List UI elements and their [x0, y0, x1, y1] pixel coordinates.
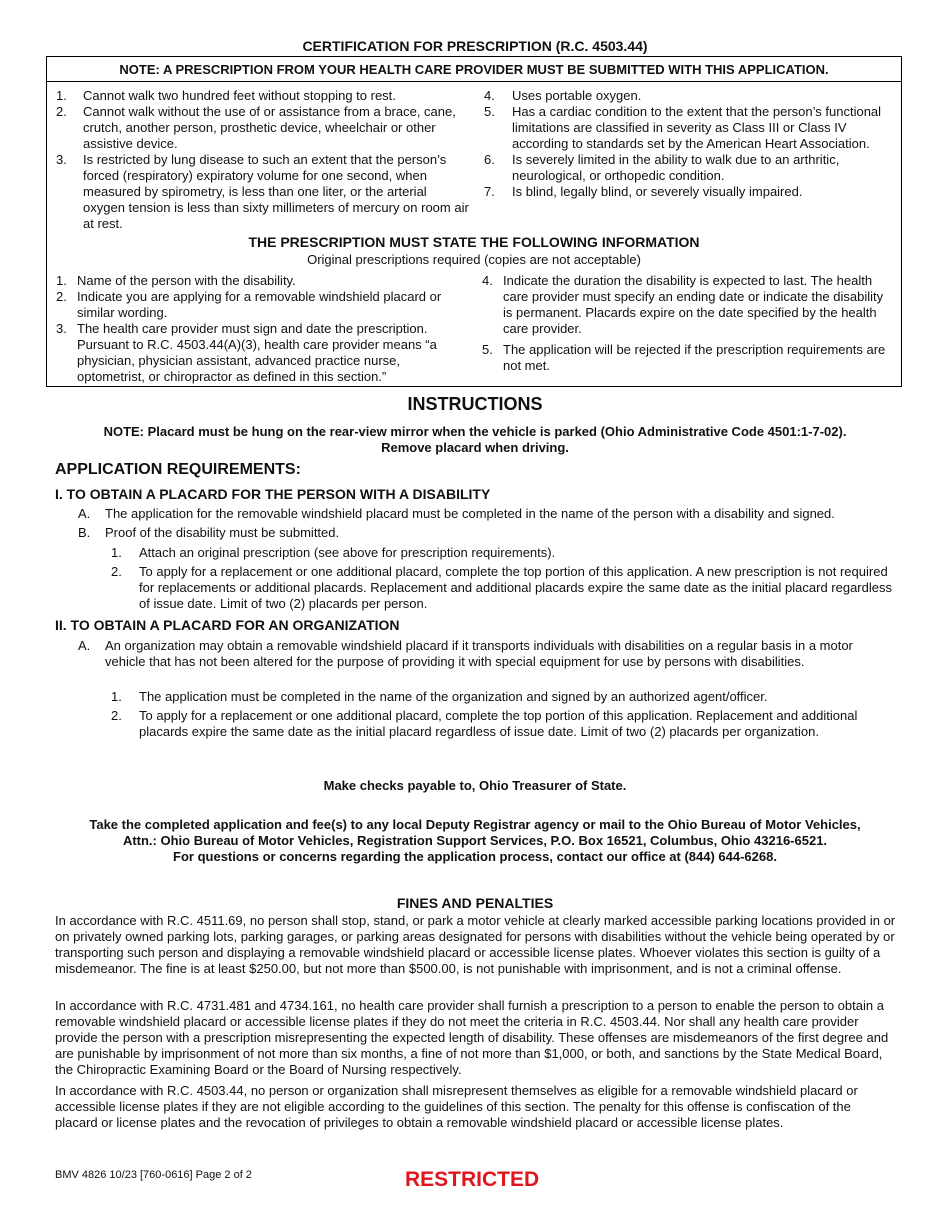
- checks-payable: Make checks payable to, Ohio Treasurer of State.: [323, 778, 627, 793]
- placard-note: [0, 424, 950, 456]
- instructions-title: INSTRUCTIONS: [407, 394, 543, 414]
- rx-text: Indicate the duration the disability is expected to last. The health care provider must specify an ending date or indicate the disability is permanent. Placards expire on the date specified by the health care provider.: [503, 273, 884, 336]
- mail-line-2: Attn.: Ohio Bureau of Motor Vehicles, Registration Support Services, P.O. Box 16521, Columbus, Ohio 43216-6521.: [122, 833, 828, 848]
- section-1-sub2-text: To apply for a replacement or one additional placard, complete the top portion of this application. A new prescription is not required for replacements or additional placards. Replacement and additional placards expire the same date as the initial placard regardless of issue date. Limit of two (2) placards per person.: [139, 564, 892, 611]
- section-1-a-label: A.: [78, 506, 91, 521]
- placard-note-line1: NOTE: Placard must be hung on the rear-view mirror when the vehicle is parked (Ohio Administrative Code 4501:1-7-02).: [103, 424, 847, 439]
- criteria-item: [56, 88, 471, 104]
- section-1-sub1-label: 1.: [111, 545, 122, 560]
- criteria-num: 5.: [484, 104, 495, 119]
- criteria-text: Is restricted by lung disease to such an extent that the person’s forced (respiratory) expiratory volume for one second, when measured by spirometry, is less than one liter, or the arterial oxygen tension is less than sixty millimeters of mercury on room air at rest.: [83, 152, 469, 231]
- section-1-sub1-text: Attach an original prescription (see above for prescription requirements).: [139, 545, 556, 560]
- rx-text: Name of the person with the disability.: [77, 273, 296, 288]
- criteria-text: Uses portable oxygen.: [512, 88, 642, 103]
- rx-num: 3.: [56, 321, 67, 336]
- rx-text: Indicate you are applying for a removable windshield placard or similar wording.: [77, 289, 442, 320]
- fines-paragraph-1: In accordance with R.C. 4511.69, no person shall stop, stand, or park a motor vehicle at clearly marked accessible parking locations provided in or on privately owned parking lots, parking garages, or parking areas designated for persons with disabilities without the vehicle being operated by or transporting such person and displaying a removable windshield placard or accessible license plates. Whoever violates this section is guilty of a misdemeanor. The fine is at least $250.00, but not more than $500.00, is not punishable with imprisonment, and is not a criminal offense.: [55, 913, 896, 976]
- criteria-item: [484, 88, 884, 104]
- fines-paragraph-3: In accordance with R.C. 4503.44, no person or organization shall misrepresent themselves as eligible for a removable windshield placard or accessible license plates if they are not eligible according to the guidelines of this section. The penalty for this offense is confiscation of the placard or license plates and the revocation of privileges to obtain a removable windshield placard or accessible license plates.: [55, 1083, 858, 1130]
- section-2-a-label: A.: [78, 638, 91, 653]
- cert-box: [46, 56, 902, 387]
- section-1-b-label: B.: [78, 525, 91, 540]
- rx-item: [56, 273, 461, 289]
- criteria-text: Is severely limited in the ability to walk due to an arthritic, neurological, or orthopedic condition.: [512, 152, 840, 183]
- section-1-b-text: Proof of the disability must be submitted.: [105, 525, 340, 540]
- criteria-num: 1.: [56, 88, 67, 103]
- fines-paragraph-2: In accordance with R.C. 4731.481 and 4734.161, no health care provider shall furnish a prescription to a person to enable the person to obtain a removable windshield placard or accessible license plates if they do not meet the criteria in R.C. 4503.44. Nor shall any health care provider provide the person with a prescription misrepresenting the expected length of disability. These offenses are misdemeanors of the first degree and are punishable by imprisonment of not more than six months, a fine of not more than $1,000, or both, and sanctions by the State Medical Board, the Chiropractic Examining Board or the Board of Nursing respectively.: [55, 998, 889, 1077]
- criteria-num: 2.: [56, 104, 67, 119]
- criteria-num: 6.: [484, 152, 495, 167]
- section-1-a-text: The application for the removable windshield placard must be completed in the name of the person with a disability and signed.: [105, 506, 835, 521]
- restricted-stamp: RESTRICTED: [405, 1168, 540, 1191]
- section-2-sub2-text: To apply for a replacement or one additional placard, complete the top portion of this application. Replacement and additional placards expire the same date as the initial placard regardless of issue date. Limit of two (2) placards per organization.: [139, 708, 858, 739]
- form-code: BMV 4826 10/23 [760-0616] Page 2 of 2: [55, 1169, 252, 1181]
- rx-text: The health care provider must sign and date the prescription. Pursuant to R.C. 4503.44(A)(3), health care provider means “a physician, physician assistant, advanced practice nurse, optometrist, or chiropractor as defined in this section.”: [77, 321, 437, 384]
- rx-left: [56, 273, 461, 385]
- cert-title: CERTIFICATION FOR PRESCRIPTION (R.C. 4503.44): [302, 38, 648, 54]
- rx-num: 2.: [56, 289, 67, 304]
- section-1-sub2-label: 2.: [111, 564, 122, 579]
- section-2-title: II. TO OBTAIN A PLACARD FOR AN ORGANIZATION: [55, 617, 400, 633]
- cert-note: NOTE: A PRESCRIPTION FROM YOUR HEALTH CARE PROVIDER MUST BE SUBMITTED WITH THIS APPLICATION.: [47, 57, 901, 82]
- section-1-title: I. TO OBTAIN A PLACARD FOR THE PERSON WITH A DISABILITY: [55, 486, 491, 502]
- mail-line-3: For questions or concerns regarding the application process, contact our office at (844) 644-6268.: [173, 849, 777, 864]
- criteria-item: [484, 104, 884, 152]
- mail-instructions: [0, 817, 950, 865]
- rx-item: [482, 342, 892, 374]
- criteria-item: [56, 104, 471, 152]
- placard-note-line2: Remove placard when driving.: [381, 440, 569, 455]
- criteria-text: Cannot walk two hundred feet without stopping to rest.: [83, 88, 396, 103]
- rx-title: THE PRESCRIPTION MUST STATE THE FOLLOWING INFORMATION: [248, 234, 700, 250]
- criteria-num: 7.: [484, 184, 495, 199]
- criteria-num: 4.: [484, 88, 495, 103]
- rx-num: 4.: [482, 273, 493, 288]
- criteria-item: [56, 152, 471, 232]
- criteria-num: 3.: [56, 152, 67, 167]
- fines-title: FINES AND PENALTIES: [396, 895, 554, 911]
- rx-num: 1.: [56, 273, 67, 288]
- rx-right: [482, 273, 892, 374]
- criteria-text: Cannot walk without the use of or assistance from a brace, cane, crutch, another person, prosthetic device, wheelchair or other assistive device.: [83, 104, 456, 151]
- section-2-sub1-label: 1.: [111, 689, 122, 704]
- criteria-right: [484, 88, 884, 200]
- criteria-left: [56, 88, 471, 232]
- rx-item: [482, 273, 892, 337]
- application-requirements-heading: APPLICATION REQUIREMENTS:: [55, 461, 301, 478]
- mail-line-1: Take the completed application and fee(s) to any local Deputy Registrar agency or mail to the Ohio Bureau of Motor Vehicles,: [89, 817, 861, 832]
- rx-num: 5.: [482, 342, 493, 357]
- rx-item: [56, 289, 461, 321]
- rx-item: [56, 321, 461, 385]
- criteria-item: [484, 184, 884, 200]
- criteria-text: Is blind, legally blind, or severely visually impaired.: [512, 184, 803, 199]
- criteria-item: [484, 152, 884, 184]
- rx-text: The application will be rejected if the prescription requirements are not met.: [503, 342, 886, 373]
- section-2-a-text: An organization may obtain a removable windshield placard if it transports individuals with disabilities on a regular basis in a motor vehicle that has not been altered for the purpose of providing it with special equipment for use by persons with disabilities.: [105, 638, 853, 669]
- section-2-sub2-label: 2.: [111, 708, 122, 723]
- section-2-sub1-text: The application must be completed in the name of the organization and signed by an authorized agent/officer.: [139, 689, 768, 704]
- rx-subtitle: Original prescriptions required (copies are not acceptable): [307, 252, 641, 267]
- criteria-text: Has a cardiac condition to the extent that the person’s functional limitations are classified in severity as Class III or Class IV according to standards set by the American Heart Association.: [512, 104, 882, 151]
